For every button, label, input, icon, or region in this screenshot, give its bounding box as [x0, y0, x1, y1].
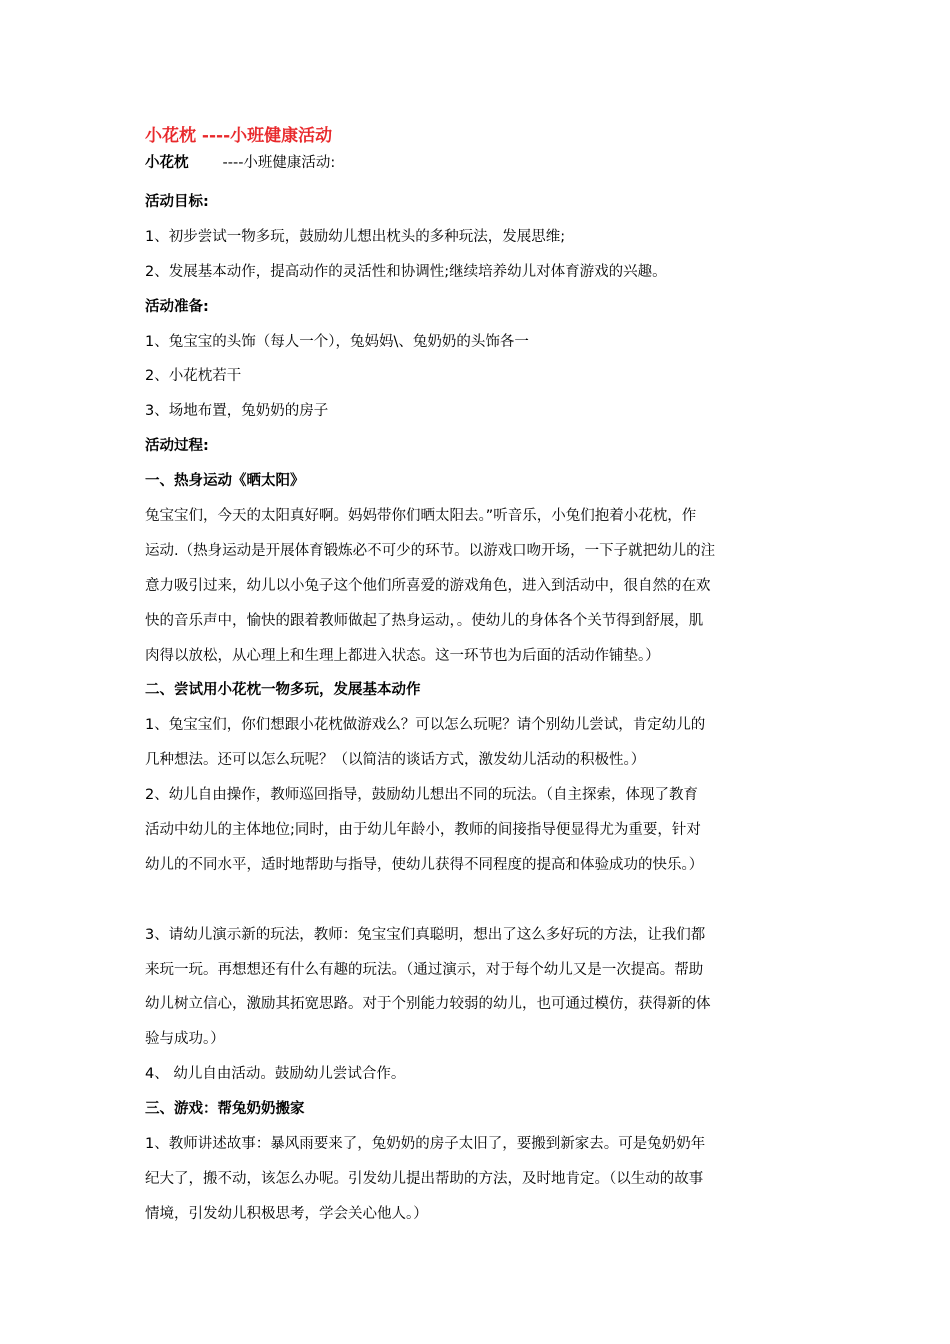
paragraph-line: 幼儿的不同水平，适时地帮助与指导，使幼儿获得不同程度的提高和体验成功的快乐。）	[145, 856, 704, 873]
paragraph-line: 2、发展基本动作，提高动作的灵活性和协调性;继续培养幼儿对体育游戏的兴趣。	[145, 263, 667, 280]
paragraph-line: 兔宝宝们，今天的太阳真好啊。妈妈带你们晒太阳去。”听音乐，小兔们抱着小花枕，作	[145, 508, 697, 525]
document-title: 小花枕 ----小班健康活动	[145, 126, 333, 146]
paragraph-line: 情境，引发幼儿积极思考，学会关心他人。）	[145, 1205, 428, 1222]
paragraph-line: 肉得以放松，从心理上和生理上都进入状态。这一环节也为后面的活动作铺垫。）	[145, 647, 660, 664]
paragraph-line: 2、小花枕若干	[145, 368, 242, 385]
paragraph-line: 3、场地布置，兔奶奶的房子	[145, 403, 329, 420]
section-heading: 活动过程:	[145, 438, 209, 455]
paragraph-line: 验与成功。）	[145, 1031, 225, 1048]
paragraph-line: 1、兔宝宝的头饰（每人一个），兔妈妈\、兔奶奶的头饰各一	[145, 333, 529, 350]
section-heading: 活动目标:	[145, 194, 209, 210]
subtitle-name: 小花枕	[145, 155, 189, 171]
title-spacer	[145, 175, 810, 185]
paragraph-line: 意力吸引过来，幼儿以小兔子这个他们所喜爱的游戏角色，进入到活动中，很自然的在欢	[145, 577, 711, 594]
paragraph-line: 来玩一玩。再想想还有什么有趣的玩法。（通过演示，对于每个幼儿又是一次提高。帮助	[145, 961, 704, 978]
paragraph-line: 几种想法。还可以怎么玩呢？（以简洁的谈话方式，激发幼儿活动的积极性。）	[145, 752, 646, 769]
paragraph-line: 4、 幼儿自由活动。鼓励幼儿尝试合作。	[145, 1066, 406, 1083]
blank-line	[145, 883, 810, 918]
document-page	[145, 121, 810, 1232]
document-subtitle	[145, 151, 810, 175]
paragraph-line: 纪大了，搬不动，该怎么办呢。引发幼儿提出帮助的方法，及时地肯定。（以生动的故事	[145, 1170, 704, 1187]
section-heading: 活动准备:	[145, 298, 209, 315]
paragraph-line: 1、兔宝宝们，你们想跟小花枕做游戏么？可以怎么玩呢？请个别幼儿尝试，肯定幼儿的	[145, 717, 706, 734]
section-heading: 一、热身运动《晒太阳》	[145, 473, 305, 490]
paragraph-line: 2、幼儿自由操作，教师巡回指导，鼓励幼儿想出不同的玩法。（自主探索，体现了教育	[145, 787, 698, 804]
paragraph-line: 幼儿树立信心，激励其拓宽思路。对于个别能力较弱的幼儿，也可通过模仿，获得新的体	[145, 996, 711, 1013]
paragraph-line: 3、请幼儿演示新的玩法，教师：兔宝宝们真聪明，想出了这么多好玩的方法，让我们都	[145, 926, 706, 943]
paragraph-line: 运动.（热身运动是开展体育锻炼必不可少的环节。以游戏口吻开场，一下子就把幼儿的注	[145, 542, 716, 559]
paragraph-line: 快的音乐声中，愉快的跟着教师做起了热身运动，。使幼儿的身体各个关节得到舒展，肌	[145, 612, 704, 629]
paragraph-line: 1、教师讲述故事：暴风雨要来了，兔奶奶的房子太旧了，要搬到新家去。可是兔奶奶年	[145, 1136, 706, 1153]
section-heading: 二、尝试用小花枕一物多玩，发展基本动作	[145, 682, 421, 699]
document-body	[145, 185, 810, 1232]
paragraph-line: 活动中幼儿的主体地位;同时，由于幼儿年龄小，教师的间接指导便显得尤为重要，针对	[145, 822, 701, 839]
paragraph-line: 1、初步尝试一物多玩，鼓励幼儿想出枕头的多种玩法，发展思维;	[145, 228, 566, 245]
subtitle-rest: ----小班健康活动:	[222, 155, 336, 171]
section-heading: 三、游戏：帮兔奶奶搬家	[145, 1101, 305, 1118]
